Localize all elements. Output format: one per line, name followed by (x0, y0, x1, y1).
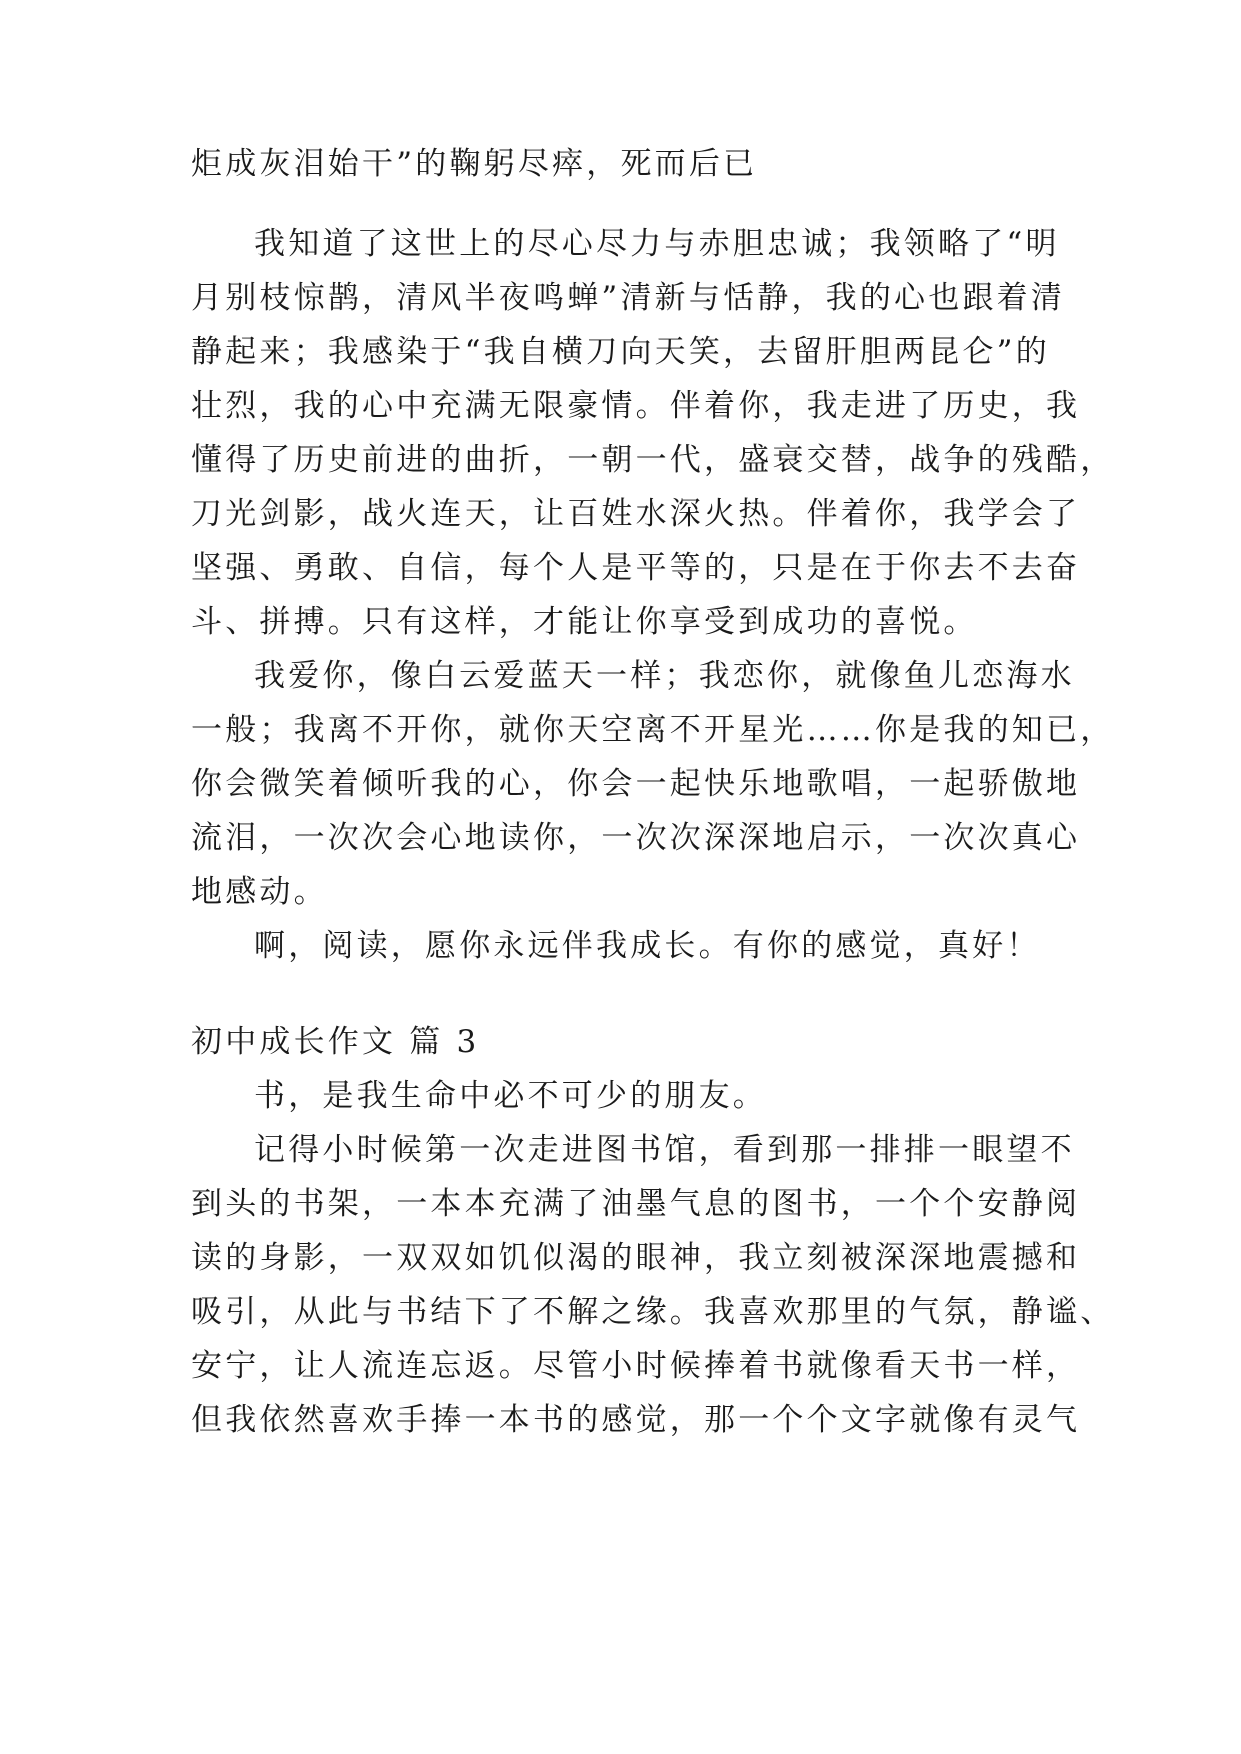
text-line: 静起来；我感染于“我自横刀向天笑，去留肝胆两昆仑”的 (191, 334, 1050, 370)
text-line: 月别枝惊鹊，清风半夜鸣蝉”清新与恬静，我的心也跟着清 (191, 280, 1066, 316)
text-line: 懂得了历史前进的曲折，一朝一代，盛衰交替，战争的残酷， (191, 442, 1115, 478)
text-line: 吸引，从此与书结下了不解之缘。我喜欢那里的气氛，静谧、 (191, 1294, 1115, 1330)
section-heading: 初中成长作文 篇 3 (191, 1024, 480, 1060)
text-line: 你会微笑着倾听我的心，你会一起快乐地歌唱，一起骄傲地 (191, 766, 1081, 802)
paragraph-first-line: 记得小时候第一次走进图书馆，看到那一排排一眼望不 (254, 1132, 1075, 1168)
text-line: 地感动。 (191, 874, 328, 910)
text-line: 一般；我离不开你，就你天空离不开星光……你是我的知已， (191, 712, 1115, 748)
paragraph-first-line: 书，是我生命中必不可少的朋友。 (254, 1078, 767, 1114)
text-line: 但我依然喜欢手捧一本书的感觉，那一个个文字就像有灵气 (191, 1402, 1081, 1438)
paragraph-first-line: 我爱你，像白云爱蓝天一样；我恋你，就像鱼儿恋海水 (254, 658, 1075, 694)
text-line: 斗、拼搏。只有这样，才能让你享受到成功的喜悦。 (191, 604, 978, 640)
paragraph-first-line: 我知道了这世上的尽心尽力与赤胆忠诚；我领略了“明 (254, 226, 1060, 262)
text-line: 流泪，一次次会心地读你，一次次深深地启示，一次次真心 (191, 820, 1081, 856)
text-line: 坚强、勇敢、自信，每个人是平等的，只是在于你去不去奋 (191, 550, 1081, 586)
text-line: 读的身影，一双双如饥似渴的眼神，我立刻被深深地震撼和 (191, 1240, 1081, 1276)
text-line: 炬成灰泪始干”的鞠躬尽瘁，死而后已 (191, 146, 758, 182)
paragraph-first-line: 啊，阅读，愿你永远伴我成长。有你的感觉，真好！ (254, 928, 1041, 964)
text-line: 到头的书架，一本本充满了油墨气息的图书，一个个安静阅 (191, 1186, 1081, 1222)
text-line: 安宁，让人流连忘返。尽管小时候捧着书就像看天书一样， (191, 1348, 1081, 1384)
text-line: 刀光剑影，战火连天，让百姓水深火热。伴着你，我学会了 (191, 496, 1081, 532)
text-line: 壮烈，我的心中充满无限豪情。伴着你，我走进了历史，我 (191, 388, 1081, 424)
